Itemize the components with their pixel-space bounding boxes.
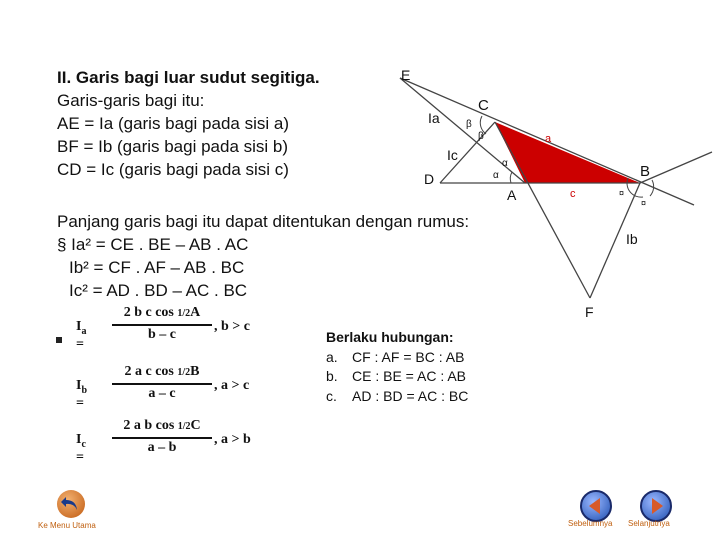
- label-side-c: c: [570, 188, 576, 200]
- equation-ic-lhs-sub: c: [81, 438, 86, 450]
- home-caption[interactable]: Ke Menu Utama: [38, 521, 96, 530]
- equation-ic-equals: =: [76, 449, 84, 465]
- heading-line-cd: CD = Ic (garis bagi pada sisi c): [57, 160, 289, 179]
- equation-ia-angle: A: [190, 305, 201, 320]
- relation-label: c.: [326, 387, 337, 404]
- formula-ia-squared: § Ia² = CE . BE – AB . AC: [57, 235, 249, 254]
- label-ic: Ic: [447, 147, 458, 163]
- equation-ic-num-text: 2 a b cos: [123, 418, 178, 433]
- heading-line-ae: AE = Ia (garis bagi pada sisi a): [57, 114, 289, 133]
- relation-text: AD : BD = AC : BC: [352, 387, 469, 404]
- equation-ia-denominator: b – c: [148, 327, 176, 342]
- label-b: B: [640, 163, 651, 180]
- equation-ia-half: 1/2: [177, 308, 191, 319]
- equation-ib-half: 1/2: [177, 367, 191, 378]
- equation-ib-angle: B: [190, 364, 200, 379]
- next-button[interactable]: [640, 490, 672, 522]
- relation-label: a.: [326, 348, 338, 365]
- return-arrow-icon: [57, 490, 85, 518]
- label-alpha-2: α: [493, 170, 499, 181]
- label-ia: Ia: [428, 110, 440, 126]
- label-d: D: [424, 171, 435, 187]
- previous-button[interactable]: [580, 490, 612, 522]
- label-side-a: a: [545, 133, 552, 145]
- label-beta-1: β: [466, 119, 472, 130]
- equation-ia-equals: =: [76, 336, 84, 352]
- label-e: E: [401, 67, 411, 83]
- next-arrow-icon: [642, 492, 670, 520]
- equation-ib-equals: =: [76, 395, 84, 411]
- relations-title: Berlaku hubungan:: [326, 329, 454, 345]
- equation-ib-lhs-sub: b: [81, 384, 88, 396]
- relation-text: CF : AF = BC : AB: [352, 348, 465, 365]
- label-ib: Ib: [626, 231, 638, 247]
- angle-mark-1: ¤: [619, 188, 625, 198]
- triangle-abc: [495, 122, 640, 183]
- equation-ic-lhs-main: I: [76, 432, 82, 447]
- section-title: II. Garis bagi luar sudut segitiga.: [57, 68, 320, 87]
- equation-ib-num-text: 2 a c cos: [124, 364, 178, 379]
- label-c: C: [478, 97, 489, 114]
- equation-ic-angle: C: [190, 418, 201, 433]
- angle-arc-a: [510, 172, 512, 183]
- equation-ic-half: 1/2: [177, 421, 191, 432]
- label-a: A: [507, 187, 517, 203]
- label-beta-2: β: [478, 131, 484, 142]
- relation-text: CE : BE = AC : AB: [352, 368, 466, 384]
- next-caption[interactable]: Selanjutnya: [628, 519, 670, 528]
- previous-arrow-icon: [582, 492, 610, 520]
- equation-ia-condition: , b > c: [214, 319, 250, 334]
- formula-ib-squared: Ib² = CF . AF – AB . BC: [69, 258, 245, 277]
- equation-ia-lhs-sub: a: [81, 325, 87, 337]
- equation-ic-condition: , a > b: [214, 432, 251, 447]
- label-f: F: [585, 304, 594, 320]
- angle-mark-2: ¤: [641, 198, 647, 208]
- label-alpha-1: α: [502, 158, 508, 169]
- angle-arc-b2: [650, 180, 654, 196]
- equation-ia-num-text: 2 b c cos: [123, 305, 178, 320]
- previous-caption[interactable]: Sebelumnya: [568, 519, 613, 528]
- formula-ic-squared: Ic² = AD . BD – AC . BC: [69, 281, 248, 300]
- equation-ib-denominator: a – c: [148, 386, 176, 401]
- home-button[interactable]: [57, 490, 85, 518]
- equation-ia-lhs-main: I: [76, 319, 82, 334]
- heading-line-bf: BF = Ib (garis bagi pada sisi b): [57, 137, 289, 156]
- formula-intro: Panjang garis bagi itu dapat ditentukan dengan rumus:: [57, 212, 470, 231]
- relation-label: b.: [326, 368, 338, 384]
- heading-intro: Garis-garis bagi itu:: [57, 91, 205, 110]
- equation-ic-denominator: a – b: [147, 440, 177, 455]
- equation-ib-condition: , a > c: [214, 378, 250, 393]
- line-b-extension: [640, 152, 712, 183]
- equation-ib-lhs-main: I: [76, 378, 82, 393]
